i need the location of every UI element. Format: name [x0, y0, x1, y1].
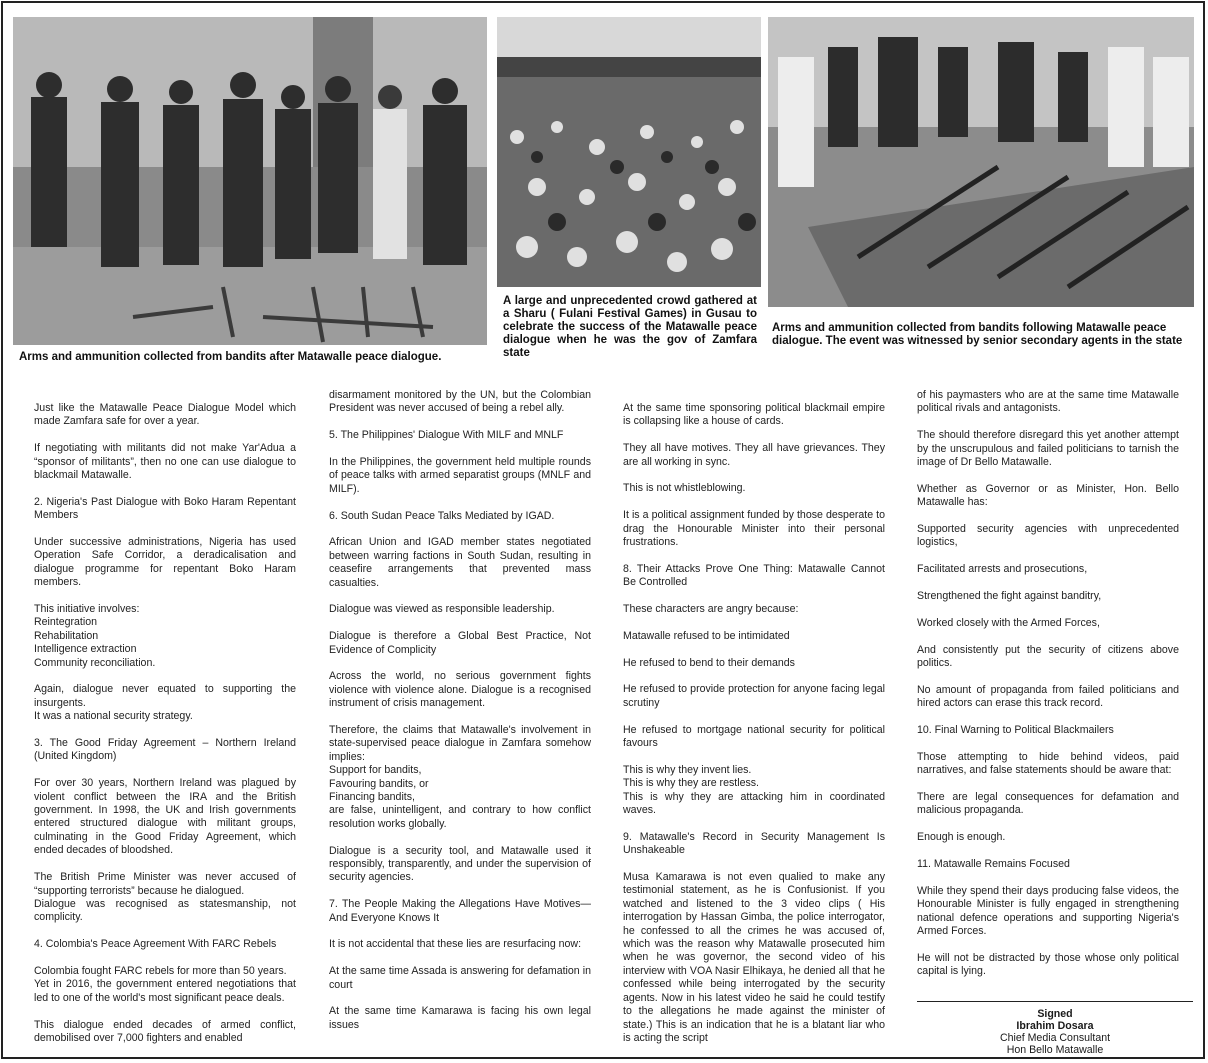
section-heading: Dialogue is therefore a Global Best Practice, Not Evidence of Complicity — [329, 630, 591, 656]
newspaper-page — [1, 1, 1205, 1059]
paragraph: At the same time Assada is answering for defamation in court — [329, 965, 591, 991]
photo-crowd-gathering — [497, 17, 761, 287]
paragraph: are false, unintelligent, and contrary to how conflict resolution works globally. — [329, 804, 591, 830]
list-item: Community reconciliation. — [34, 656, 156, 669]
paragraph: disarmament monitored by the UN, but the Colombian President was never accused of being a rebel ally. — [329, 389, 591, 415]
paragraph: In the Philippines, the government held multiple rounds of peace talks with armed separatist groups (MNLF and MILF). — [329, 456, 591, 495]
paragraph: Dialogue was recognised as statesmanship, not complicity. — [34, 897, 296, 924]
section-heading: 4. Colombia's Peace Agreement With FARC Rebels — [34, 938, 277, 951]
list-item: Intelligence extraction — [34, 643, 137, 656]
paragraph: No amount of propaganda from failed politicians and hired actors can erase this track record. — [917, 683, 1179, 710]
paragraph: Therefore, the claims that Matawalle's involvement in state-supervised peace dialogue in Zamfara somehow implies: — [329, 724, 591, 763]
article-column-3 — [623, 402, 885, 1059]
list-item: Financing bandits, — [329, 791, 415, 804]
section-heading: 7. The People Making the Allegations Have Motives—And Everyone Knows It — [329, 898, 591, 924]
article-column-4 — [917, 389, 1179, 992]
article-column-2 — [329, 389, 591, 1046]
paragraph: Whether as Governor or as Minister, Hon. Bello Matawalle has: — [917, 482, 1179, 509]
signature-rule — [917, 1001, 1193, 1002]
paragraph: It is not accidental that these lies are resurfacing now: — [329, 938, 582, 951]
paragraph: For over 30 years, Northern Ireland was plagued by violent conflict between the IRA and the British government. In 1998, the UK and Irish governments entered structured dialogue with militant groups, culminating in the Good Friday Agreement, which ended decades of bloodshed. — [34, 777, 296, 857]
signatory-title: Chief Media Consultant — [999, 1032, 1111, 1044]
section-heading: 9. Matawalle's Record in Security Management Is Unshakeable — [623, 830, 885, 857]
section-heading: 2. Nigeria's Past Dialogue with Boko Haram Repentant Members — [34, 495, 296, 522]
signature-label: Signed — [1037, 1008, 1073, 1020]
photo-caption-middle: A large and unprecedented crowd gathered at a Sharu ( Fulani Festival Games) in Gusau to celebrate the success of the Matawalle peace dialogue when he was the gov of Zamfara state — [503, 295, 757, 359]
photo-officials-with-arms — [13, 17, 487, 345]
paragraph: These characters are angry because: — [623, 603, 799, 616]
paragraph: This is why they are restless. — [623, 777, 759, 790]
paragraph: They all have motives. They all have grievances. They are all working in sync. — [623, 442, 885, 468]
section-heading: 8. Their Attacks Prove One Thing: Matawalle Cannot Be Controlled — [623, 562, 885, 589]
list-item: Reintegration — [34, 616, 98, 629]
list-item: He refused to bend to their demands — [623, 656, 795, 669]
paragraph: This is why they are attacking him in coordinated waves. — [623, 790, 885, 817]
paragraph: It is a political assignment funded by those desperate to drag the Honourable Minister into their personal frustrations. — [623, 509, 885, 549]
paragraph: Yet in 2016, the government entered negotiations that led to one of the world's most significant peace deals. — [34, 978, 296, 1004]
paragraph: The British Prime Minister was never accused of “supporting terrorists” because he dialogued. — [34, 871, 296, 897]
photo-arms-display — [768, 17, 1194, 307]
paragraph: He will not be distracted by those whose only political capital is lying. — [917, 951, 1179, 978]
signatory-org: Hon Bello Matawalle — [1006, 1044, 1104, 1056]
list-item: Facilitated arrests and prosecutions, — [917, 563, 1088, 576]
photo-caption-left: Arms and ammunition collected from bandits after Matawalle peace dialogue. — [19, 351, 442, 363]
paragraph: Dialogue is a security tool, and Matawalle used it responsibly, transparently, and under the supervision of security agencies. — [329, 844, 591, 884]
list-item: Matawalle refused to be intimidated — [623, 629, 790, 642]
section-heading: 3. The Good Friday Agreement – Northern Ireland (United Kingdom) — [34, 737, 296, 763]
section-heading: 5. The Philippines' Dialogue With MILF and MNLF — [329, 429, 564, 442]
paragraph: Under successive administrations, Nigeria has used Operation Safe Corridor, a deradicalisation and dialogue programme for repentant Boko Haram members. — [34, 536, 296, 589]
paragraph: Those attempting to hide behind videos, paid narratives, and false statements should be aware that: — [917, 750, 1179, 777]
paragraph: Just like the Matawalle Peace Dialogue Model which made Zamfara safe for over a year. — [34, 402, 296, 428]
paragraph: Dialogue was viewed as responsible leadership. — [329, 603, 555, 616]
paragraph: The should therefore disregard this yet another attempt by the unscrupulous and failed politicians to tarnish the image of Dr Bello Matawalle. — [917, 429, 1179, 469]
paragraph: This dialogue ended decades of armed conflict, demobilised over 7,000 fighters and enabled — [34, 1018, 296, 1044]
section-heading: 6. South Sudan Peace Talks Mediated by IGAD. — [329, 509, 555, 522]
list-item: Strengthened the fight against banditry, — [917, 590, 1102, 603]
paragraph: It was a national security strategy. — [34, 710, 193, 723]
list-item: Favouring bandits, or — [329, 777, 429, 790]
paragraph: While they spend their days producing false videos, the Honourable Minister is fully engaged in strengthening national defence operations and supporting Nigeria's Armed Forces. — [917, 884, 1179, 938]
paragraph: Colombia fought FARC rebels for more than 50 years. — [34, 964, 287, 977]
list-item: Rehabilitation — [34, 629, 99, 642]
list-item: He refused to mortgage national security for political favours — [623, 723, 885, 750]
paragraph: of his paymasters who are at the same time Matawalle political rivals and antagonists. — [917, 389, 1179, 415]
signature-block — [917, 1008, 1193, 1056]
paragraph: This initiative involves: — [34, 603, 140, 616]
list-item: And consistently put the security of citizens above politics. — [917, 643, 1179, 670]
paragraph: There are legal consequences for defamation and malicious propaganda. — [917, 791, 1179, 817]
paragraph: Again, dialogue never equated to supporting the insurgents. — [34, 683, 296, 709]
list-item: Supported security agencies with unprecedented logistics, — [917, 523, 1179, 549]
section-heading: 11. Matawalle Remains Focused — [917, 858, 1070, 871]
paragraph: This is not whistleblowing. — [623, 482, 746, 495]
paragraph: At the same time Kamarawa is facing his own legal issues — [329, 1005, 591, 1031]
photo-caption-right: Arms and ammunition collected from bandits following Matawalle peace dialogue. The event was witnessed by senior secondary agents in the state — [772, 322, 1183, 347]
paragraph: If negotiating with militants did not make Yar'Adua a “sponsor of militants”, then no one can use dialogue to blackmail Matawalle. — [34, 442, 296, 482]
article-column-1 — [34, 402, 296, 1059]
paragraph: This is why they invent lies. — [623, 763, 752, 776]
paragraph: Enough is enough. — [917, 831, 1006, 844]
paragraph: Across the world, no serious government fights violence with violence alone. Dialogue is a recognised instrument of crisis management. — [329, 670, 591, 710]
list-item: Worked closely with the Armed Forces, — [917, 616, 1100, 629]
list-item: Support for bandits, — [329, 764, 422, 777]
paragraph: At the same time sponsoring political blackmail empire is collapsing like a house of cards. — [623, 402, 885, 428]
section-heading: 10. Final Warning to Political Blackmailers — [917, 724, 1114, 737]
paragraph: African Union and IGAD member states negotiated between warring factions in South Sudan, resulting in ceasefire arrangements that prevented mass casualties. — [329, 536, 591, 589]
paragraph: Musa Kamarawa is not even qualied to make any testimonial statement, as he is Confusionist. If you watched and listened to the 3 video clips ( His interrogation by Hassan Gimba, the police interrogator, he confessed to all the crimes he was accused of, which was the reason why Matawalle prosecuted him when he was governor, the second video of his interview with VOA Nasir Elhikaya, he denied all that he confessed while being interrogated by the security agents. Now in his latest video he said he could testify to the allegations he made against the minister of state.) This is an indication that he is a blatant liar who is acting the script — [623, 871, 885, 1044]
list-item: He refused to provide protection for anyone facing legal scrutiny — [623, 683, 885, 709]
signatory-name: Ibrahim Dosara — [1016, 1020, 1094, 1032]
